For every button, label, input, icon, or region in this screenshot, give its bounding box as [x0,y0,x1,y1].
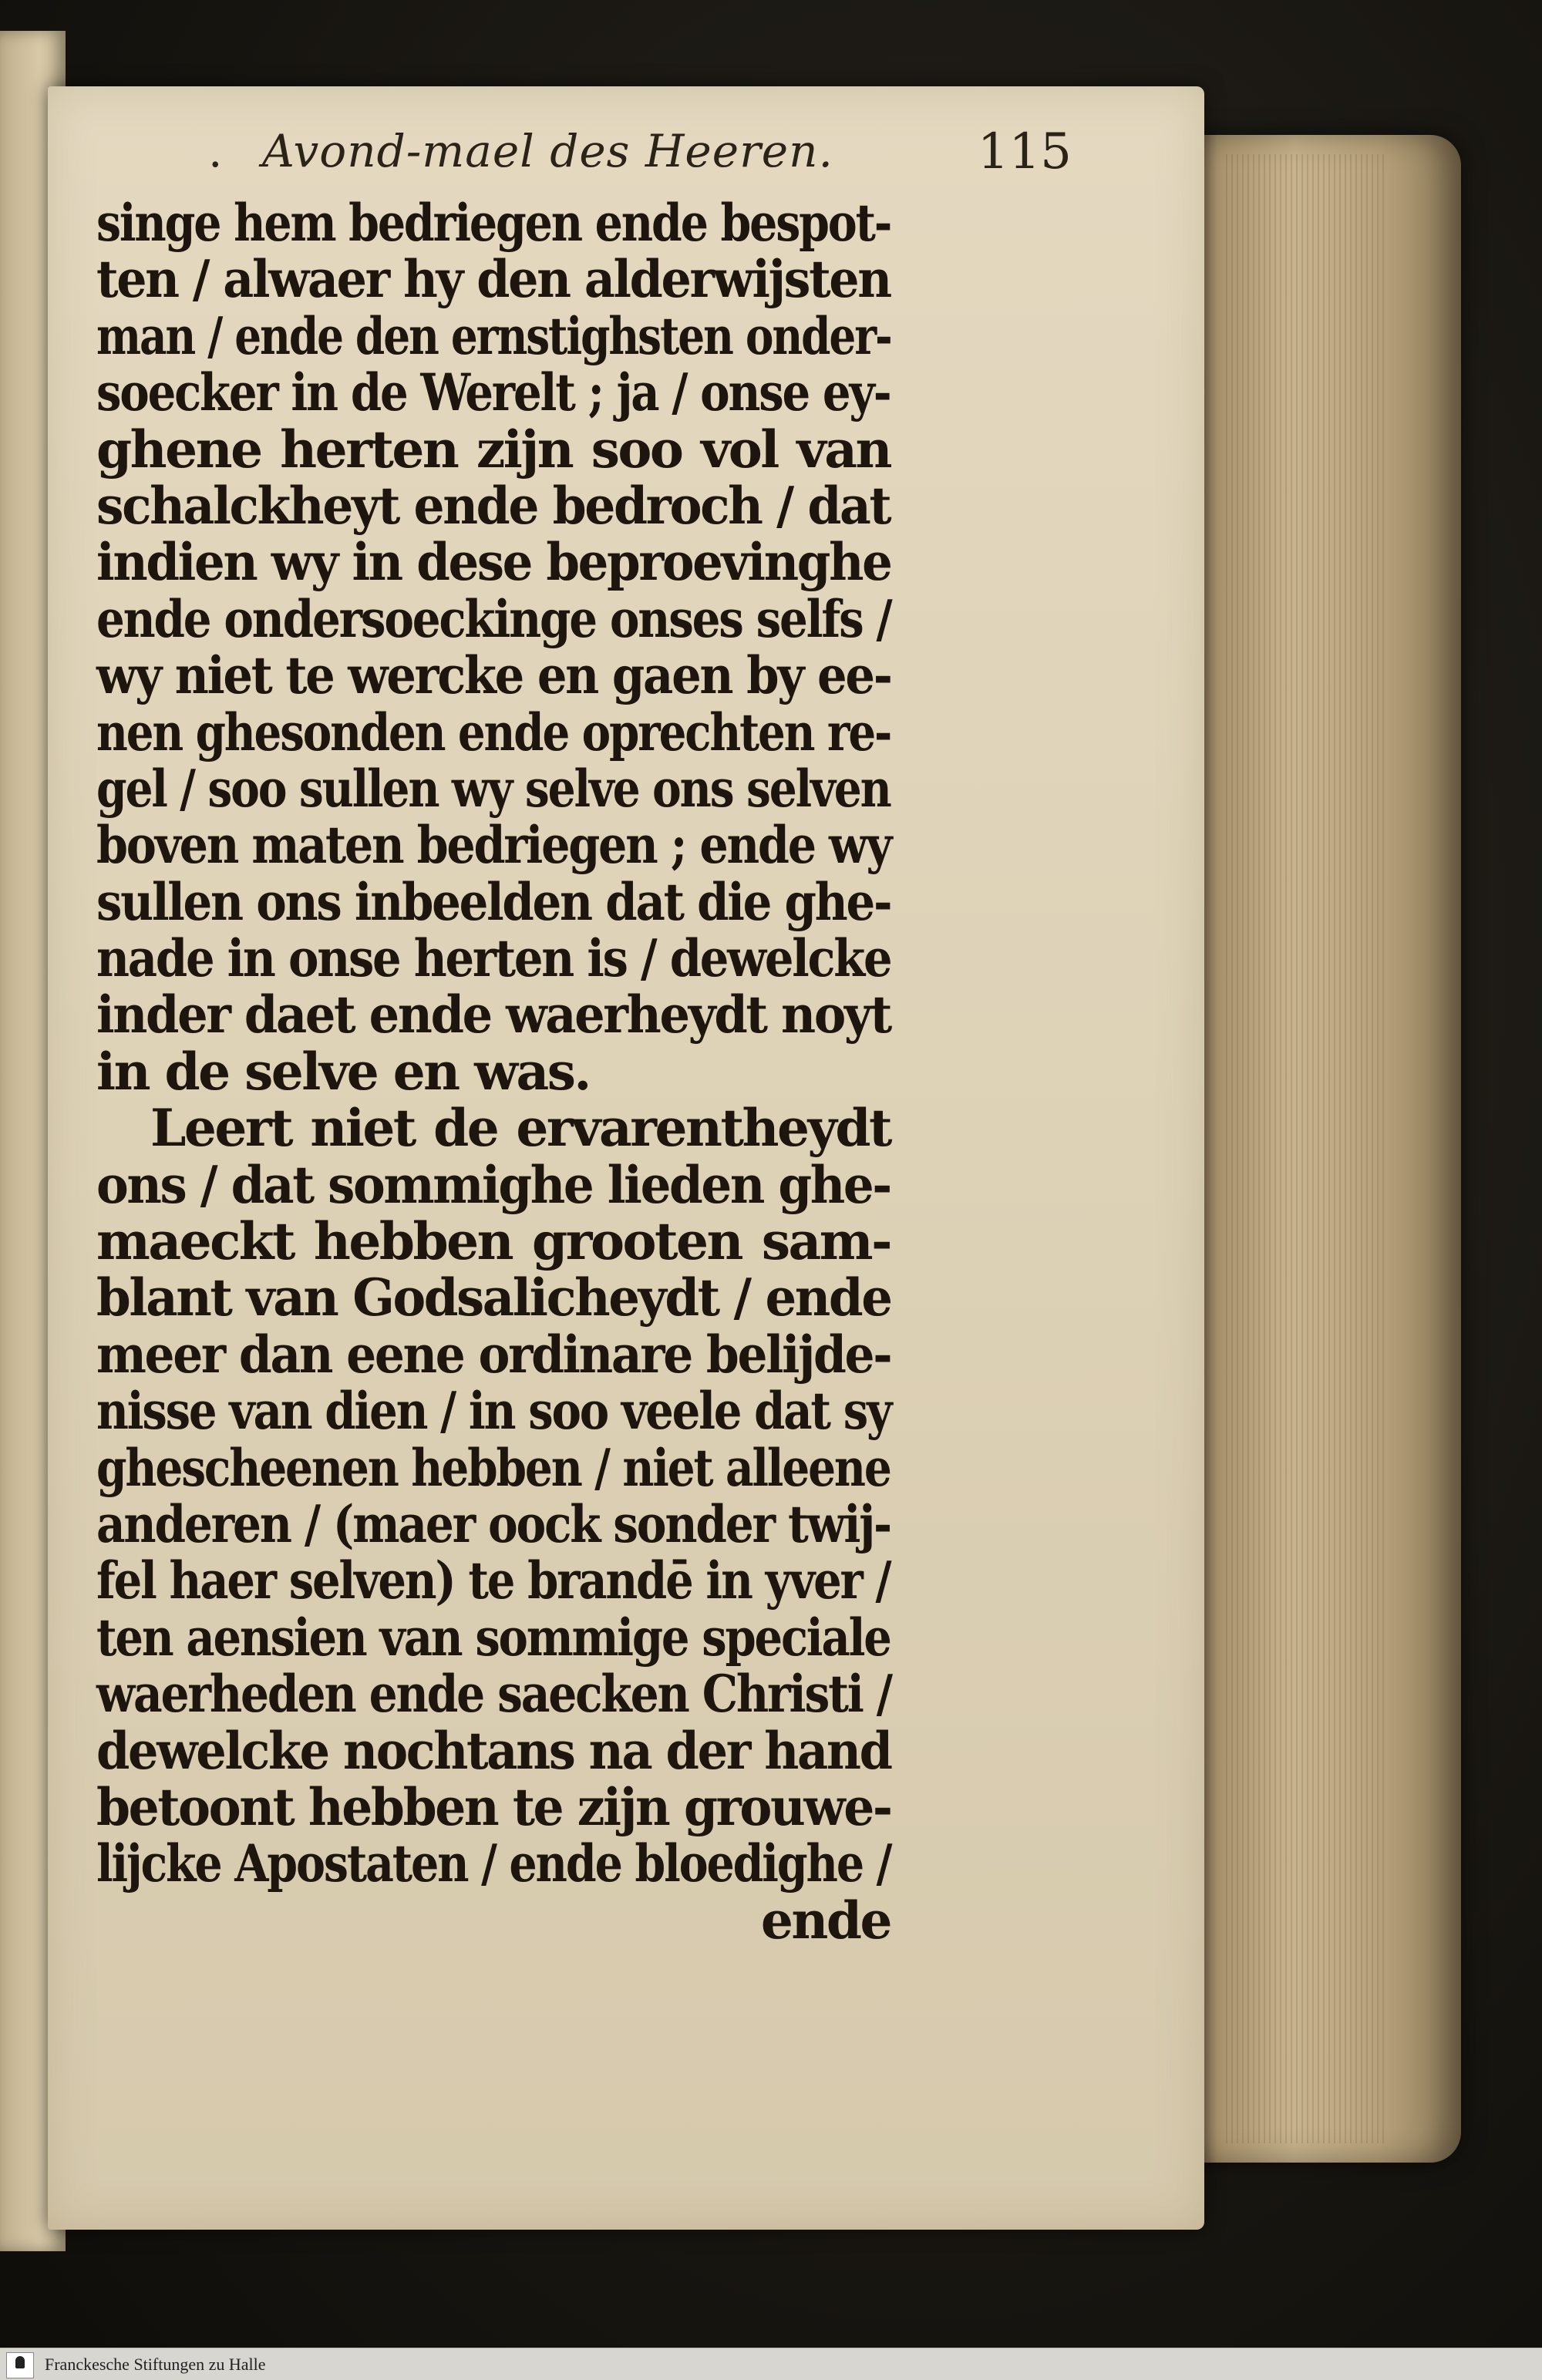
running-head-dot: . [208,125,223,177]
text-line: ghene herten zijn soo vol van [96,419,891,480]
institution-logo-icon [6,2352,34,2378]
text-line: ten / alwaer hy den alderwijsten [96,249,891,310]
text-line: nen ghesonden ende oprechten re- [96,702,891,762]
text-line: fel haer selven) te brandē in yver / [96,1550,891,1611]
running-head-title: Avond-mael des Heeren. [262,125,833,177]
text-line: ende ondersoeckinge onses selfs / [96,588,891,649]
text-line: man / ende den ernstighsten onder- [96,305,891,366]
text-line: ons / dat sommighe lieden ghe- [96,1154,891,1215]
body-text [96,195,891,1949]
text-line: betoont hebben te zijn grouwe- [96,1776,891,1837]
institution-name: Franckesche Stiftungen zu Halle [45,2355,266,2374]
text-line: meer dan eene ordinare belijde- [96,1324,891,1385]
text-line: maeckt hebben grooten sam- [96,1211,891,1272]
text-line: ghescheenen hebben / niet alleene [96,1437,891,1498]
catchword: ende [760,1890,891,1951]
text-line: blant van Godsalicheydt / ende [96,1267,891,1328]
text-line: inder daet ende waerheydt noyt [96,985,891,1045]
text-line: dewelcke nochtans na der hand [96,1720,891,1781]
text-line-paragraph-start: Leert niet de ervarentheydt [150,1098,891,1159]
text-line: nisse van dien / in soo veele dat sy [96,1381,891,1442]
page-number: 115 [977,123,1072,180]
text-line: ten aensien van sommige speciale [96,1607,891,1668]
text-line: soecker in de Werelt ; ja / onse ey- [96,362,891,423]
footer-bar [0,2348,1542,2380]
text-line: schalckheyt ende bedroch / dat [96,475,891,536]
text-line: gel / soo sullen wy selve ons selven [96,758,891,819]
book-fore-edge-texture [1226,154,1388,2143]
text-line: wy niet te wercke en gaen by ee- [96,645,891,706]
text-line: anderen / (maer oock sonder twij- [96,1493,891,1554]
text-line: sullen ons inbeelden dat die ghe- [96,871,891,932]
text-line: singe hem bedriegen ende bespot- [96,193,891,253]
text-line: indien wy in dese beproevinghe [96,532,891,593]
text-line: boven maten bedriegen ; ende wy [96,815,891,876]
text-line: lijcke Apostaten / ende bloedighe / [96,1833,891,1894]
text-line-paragraph-end: in de selve en was. [96,1041,590,1102]
text-line: nade in onse herten is / dewelcke [96,928,891,989]
running-head [208,125,1072,194]
text-line: waerheden ende saecken Christi / [96,1664,891,1725]
